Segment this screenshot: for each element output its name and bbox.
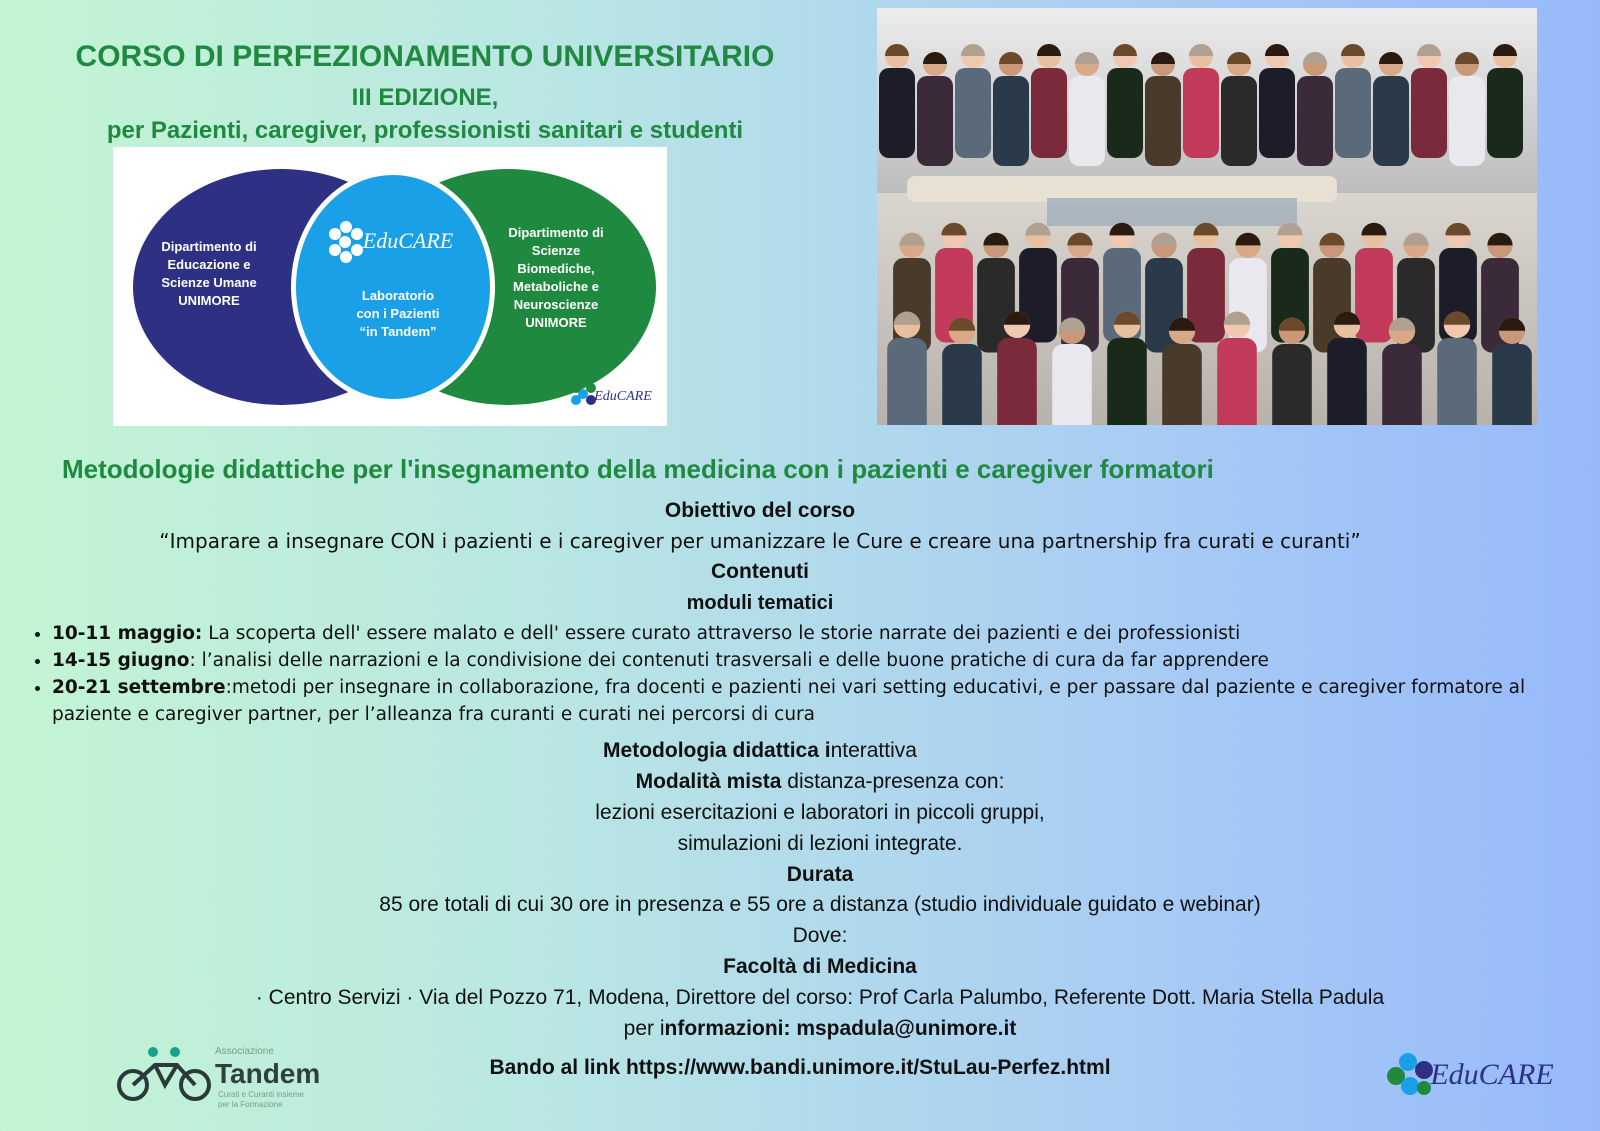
faculty-name: Facoltà di Medicina <box>723 955 917 978</box>
duration-heading: Durata <box>786 863 854 886</box>
venn-right-text-5: Neuroscienze <box>513 297 599 312</box>
tandem-bike-icon <box>119 1065 209 1099</box>
bando-link[interactable]: Bando al link https://www.bandi.unimore.it/StuLau-Perfez.html <box>489 1056 1111 1079</box>
module-date: 20-21 settembre <box>52 677 226 698</box>
tandem-small-label: Associazione <box>215 1046 274 1057</box>
group-photo <box>877 8 1537 425</box>
info-line: per informazioni: mspadula@unimore.it <box>623 1017 1017 1040</box>
venn-right-text-6: UNIMORE <box>525 315 587 330</box>
duration-text: 85 ore totali di cui 30 ore in presenza e 55 ore a distanza (studio individuale guidato e webinar) <box>379 893 1261 916</box>
mode-line-2: lezioni esercitazioni e laboratori in piccoli gruppi, <box>595 801 1045 824</box>
method-line: Metodologia didattica interattiva <box>603 739 917 762</box>
tandem-name: Tandem <box>215 1058 321 1089</box>
venn-right-text-4: Metaboliche e <box>513 279 599 294</box>
venn-left-text-4: UNIMORE <box>178 293 240 308</box>
tandem-tagline-2: per la Formazione <box>218 1100 283 1109</box>
contents-heading: Contenuti <box>711 560 809 583</box>
venn-diagram <box>113 147 667 426</box>
venn-left-text-1: Dipartimento di <box>161 239 257 254</box>
edition-label: III EDIZIONE, <box>351 84 499 111</box>
venn-left-text-2: Educazione e <box>167 257 251 272</box>
mode-line: Modalità mista distanza-presenza con: <box>635 770 1005 793</box>
venn-right-text-1: Dipartimento di <box>508 225 604 240</box>
educare-puzzle-icon <box>1387 1053 1433 1095</box>
tandem-logo <box>115 1040 345 1120</box>
course-subtitle: Metodologie didattiche per l'insegnamento della medicina con i pazienti e caregiver formatori <box>62 454 1214 484</box>
venn-logo-text: EduCARE <box>362 228 454 253</box>
course-title: CORSO DI PERFEZIONAMENTO UNIVERSITARIO <box>75 40 775 73</box>
module-text: La scoperta dell' essere malato e dell' essere curato attraverso le storie narrate dei pazienti e dei professionisti <box>202 623 1241 644</box>
module-text: :metodi per insegnare in collaborazione, fra docenti e pazienti nei vari setting educativi, e per passare dal paziente e caregiver formatore al paziente e caregiver partner, per l’alleanza fra curanti e curati nei percorsi di cura <box>52 677 1526 725</box>
module-item <box>52 620 1582 647</box>
venn-center-text-3: “in Tandem” <box>359 324 437 339</box>
module-date: 14-15 giugno <box>52 650 190 671</box>
module-item <box>52 647 1582 674</box>
objective-text: “Imparare a insegnare CON i pazienti e i caregiver per umanizzare le Cure e creare una partnership fra curati e curanti” <box>159 529 1361 553</box>
venn-right-text-3: Biomediche, <box>517 261 595 276</box>
audience-line: per Pazienti, caregiver, professionisti sanitari e studenti <box>106 117 744 144</box>
where-heading: Dove: <box>792 924 848 947</box>
venn-small-logo-text: EduCARE <box>594 389 652 404</box>
tandem-tagline-1: Curati e Curanti insieme <box>218 1090 304 1099</box>
module-text: : l’analisi delle narrazioni e la condivisione dei contenuti trasversali e delle buone pratiche di cura da far apprendere <box>189 650 1269 671</box>
venn-center-ellipse <box>296 175 490 399</box>
address-text: · Centro Servizi · Via del Pozzo 71, Modena, Direttore del corso: Prof Carla Palumbo, Referente Dott. Maria Stella Padula <box>255 986 1385 1009</box>
objective-heading: Obiettivo del corso <box>664 499 856 522</box>
venn-center-text-2: con i Pazienti <box>356 306 440 321</box>
modules-heading: moduli tematici <box>686 592 834 614</box>
modules-list <box>28 620 1582 728</box>
module-date: 10-11 maggio: <box>52 623 203 644</box>
educare-logo-text: EduCARE <box>1430 1058 1554 1091</box>
venn-center-text-1: Laboratorio <box>361 288 435 303</box>
venn-left-text-3: Scienze Umane <box>161 275 257 290</box>
educare-logo <box>1380 1042 1560 1112</box>
module-item <box>52 674 1582 728</box>
mode-line-3: simulazioni di lezioni integrate. <box>677 832 963 855</box>
venn-right-text-2: Scienze <box>531 243 581 258</box>
